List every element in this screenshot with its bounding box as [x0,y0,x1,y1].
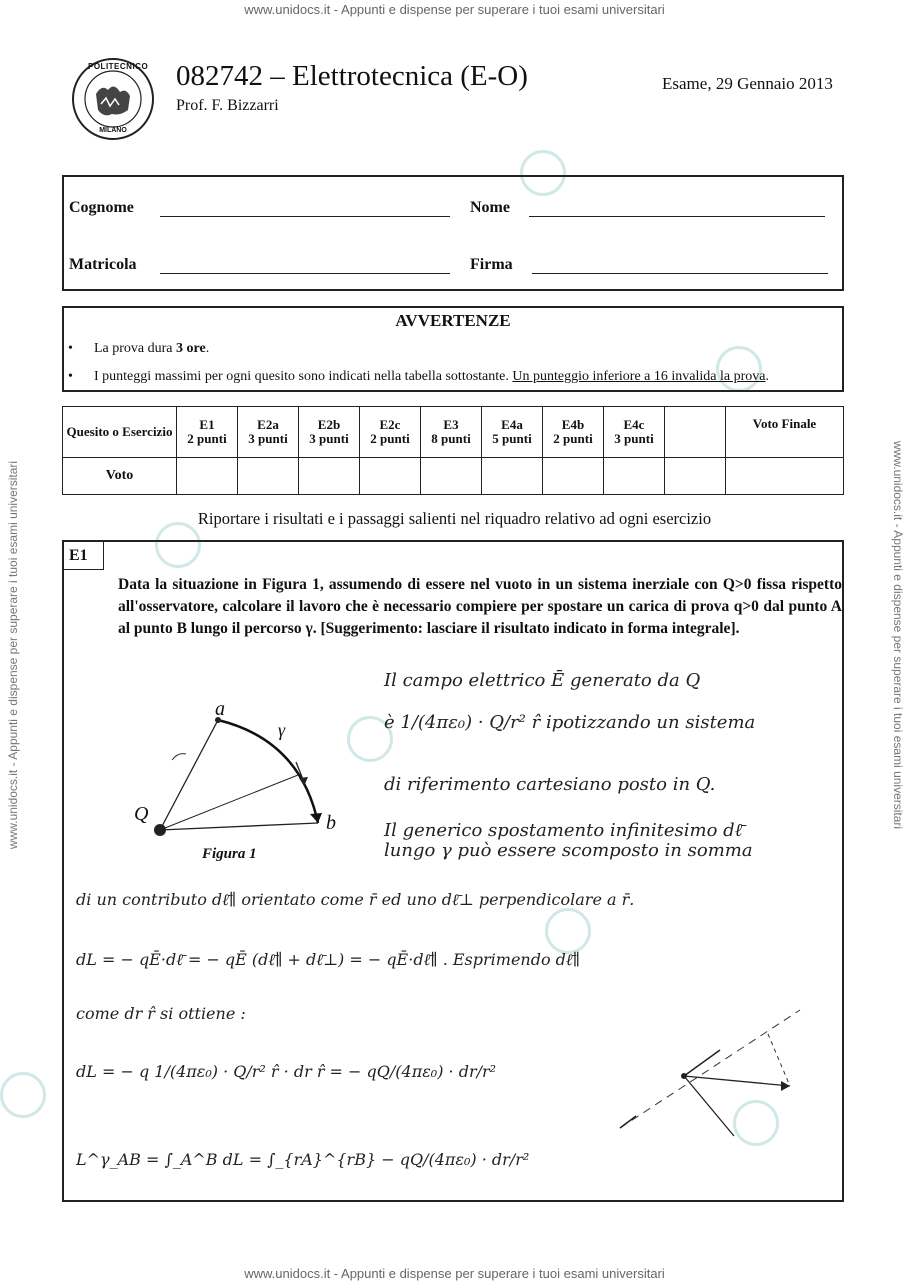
signature-field[interactable] [532,273,828,274]
final-grade-cell[interactable] [726,457,844,494]
handwriting-line: è 1/(4πε₀) · Q/r² r̂ ipotizzando un sistema [384,712,756,733]
grade-cell[interactable] [299,457,360,494]
warnings-title: AVVERTENZE [395,311,511,330]
name-label: Nome [470,199,510,216]
score-col [421,407,482,458]
col-name: E2b [317,416,341,432]
col-name: E3 [443,416,459,432]
instructions: Riportare i risultati e i passaggi salienti nel riquadro relativo ad ogni esercizio [197,509,712,528]
watermark-icon [0,1072,46,1118]
exercise-label: E1 [64,542,104,570]
score-table-header-label: Quesito o Esercizio [63,407,177,458]
watermark-left-text: www.unidocs.it - Appunti e dispense per superare i tuoi esami universitari [6,460,20,850]
figure-caption: Figura 1 [202,846,257,862]
col-name: E4a [501,416,523,432]
score-table-header-row [63,407,844,458]
grade-cell[interactable] [360,457,421,494]
warning-item: • I punteggi massimi per ogni quesito sono indicati nella tabella sottostante. Un punteggio inferiore a 16 invalida la prova. [68,369,769,384]
exercise-text: Data la situazione in Figura 1, assumendo di essere nel vuoto in un sistema inerziale con Q>0 fissa rispetto all'osservatore, calcolare il lavoro che è necessario compiere per spostare un carica di prova q>0 dal punto A al punto B lungo il percorso γ. [Suggerimento: lasciare il risultato indicato in forma integrale]. [118,576,842,637]
score-col [543,407,604,458]
warnings-box [62,306,844,392]
grade-cell[interactable] [604,457,665,494]
figure-1 [100,690,360,870]
id-field[interactable] [160,273,450,274]
course-title: 082742 – Elettrotecnica (E-O) [176,60,528,92]
charge-Q: Q [134,803,149,825]
handwriting-line: L^γ_AB = ∫_A^B dL = ∫_{rA}^{rB} − qQ/(4πε₀) · dr/r² [76,1150,530,1169]
col-points: 3 punti [614,430,654,446]
score-table [62,406,844,495]
score-table-grade-row [63,457,844,494]
score-col [177,407,238,458]
handwriting-line: come dr r̂ si ottiene : [76,1004,246,1023]
watermark-right-text: www.unidocs.it - Appunti e dispense per superare i tuoi esami universitari [891,440,905,830]
col-points: 2 punti [187,430,227,446]
score-col [238,407,299,458]
score-col [482,407,543,458]
col-name: E2a [257,416,279,432]
warning-text: . [765,369,769,384]
score-col-empty [665,407,726,458]
warning-text: I punteggi massimi per ogni quesito sono indicati nella tabella sottostante. [94,369,513,384]
professor: Prof. F. Bizzarri [176,97,279,114]
surname-field[interactable] [160,216,450,217]
path-gamma: γ [278,720,286,740]
point-b: b [326,812,336,834]
grade-cell[interactable] [482,457,543,494]
watermark-top: www.unidocs.it - Appunti e dispense per superare i tuoi esami universitari [244,2,665,17]
final-grade-header: Voto Finale [726,407,844,458]
vector-sketch [600,1000,820,1150]
warning-text: La prova dura [94,341,177,356]
handwriting-line: lungo γ può essere scomposto in somma [384,840,753,861]
col-points: 2 punti [370,430,410,446]
grade-cell[interactable] [543,457,604,494]
grade-cell[interactable] [665,457,726,494]
grade-cell[interactable] [238,457,299,494]
watermark-bottom: www.unidocs.it - Appunti e dispense per superare i tuoi esami universitari [244,1266,665,1281]
col-points: 8 punti [431,430,471,446]
col-name: E2c [379,416,401,432]
warning-underline: Un punteggio inferiore a 16 invalida la prova [512,369,766,384]
id-label: Matricola [69,256,137,273]
score-col [604,407,665,458]
university-seal [68,56,158,142]
grade-cell[interactable] [421,457,482,494]
col-name: E4b [561,416,585,432]
score-col [299,407,360,458]
warning-bold: 3 ore [176,341,206,356]
col-name: E4c [623,416,645,432]
handwriting-line: di riferimento cartesiano posto in Q. [384,774,716,795]
col-points: 2 punti [553,430,593,446]
point-a: a [215,698,225,720]
warning-text: . [205,341,210,356]
surname-label: Cognome [69,199,134,216]
handwriting-line: dL = − qĒ·dℓ̄ = − qĒ (dℓ̄∥ + dℓ̄⊥) = − qĒ·dℓ̄∥ . Esprimendo dℓ̄∥ [76,950,580,969]
watermark-right [887,400,909,870]
handwriting-line: dL = − q 1/(4πε₀) · Q/r² r̂ · dr r̂ = − qQ/(4πε₀) · dr/r² [76,1062,497,1081]
grade-row-label: Voto [63,457,177,494]
name-field[interactable] [529,216,825,217]
grade-cell[interactable] [177,457,238,494]
exam-date: Esame, 29 Gennaio 2013 [662,74,833,93]
handwriting-line: di un contributo dℓ̄∥ orientato come r̄ ed uno dℓ̄⊥ perpendicolare a r̄. [76,890,635,909]
score-col [360,407,421,458]
seal-text-top: POLITECNICO [88,62,149,71]
signature-label: Firma [470,256,513,273]
col-points: 3 punti [309,430,349,446]
student-info-box [62,175,844,291]
warning-item: • La prova dura 3 ore. [68,341,210,356]
watermark-left [2,430,24,880]
handwriting-line: Il campo elettrico Ē generato da Q [384,670,701,691]
handwriting-line: Il generico spostamento infinitesimo dℓ̄ [384,820,743,841]
seal-text-bottom: MILANO [99,127,127,134]
col-points: 3 punti [248,430,288,446]
col-points: 5 punti [492,430,532,446]
col-name: E1 [199,416,215,432]
